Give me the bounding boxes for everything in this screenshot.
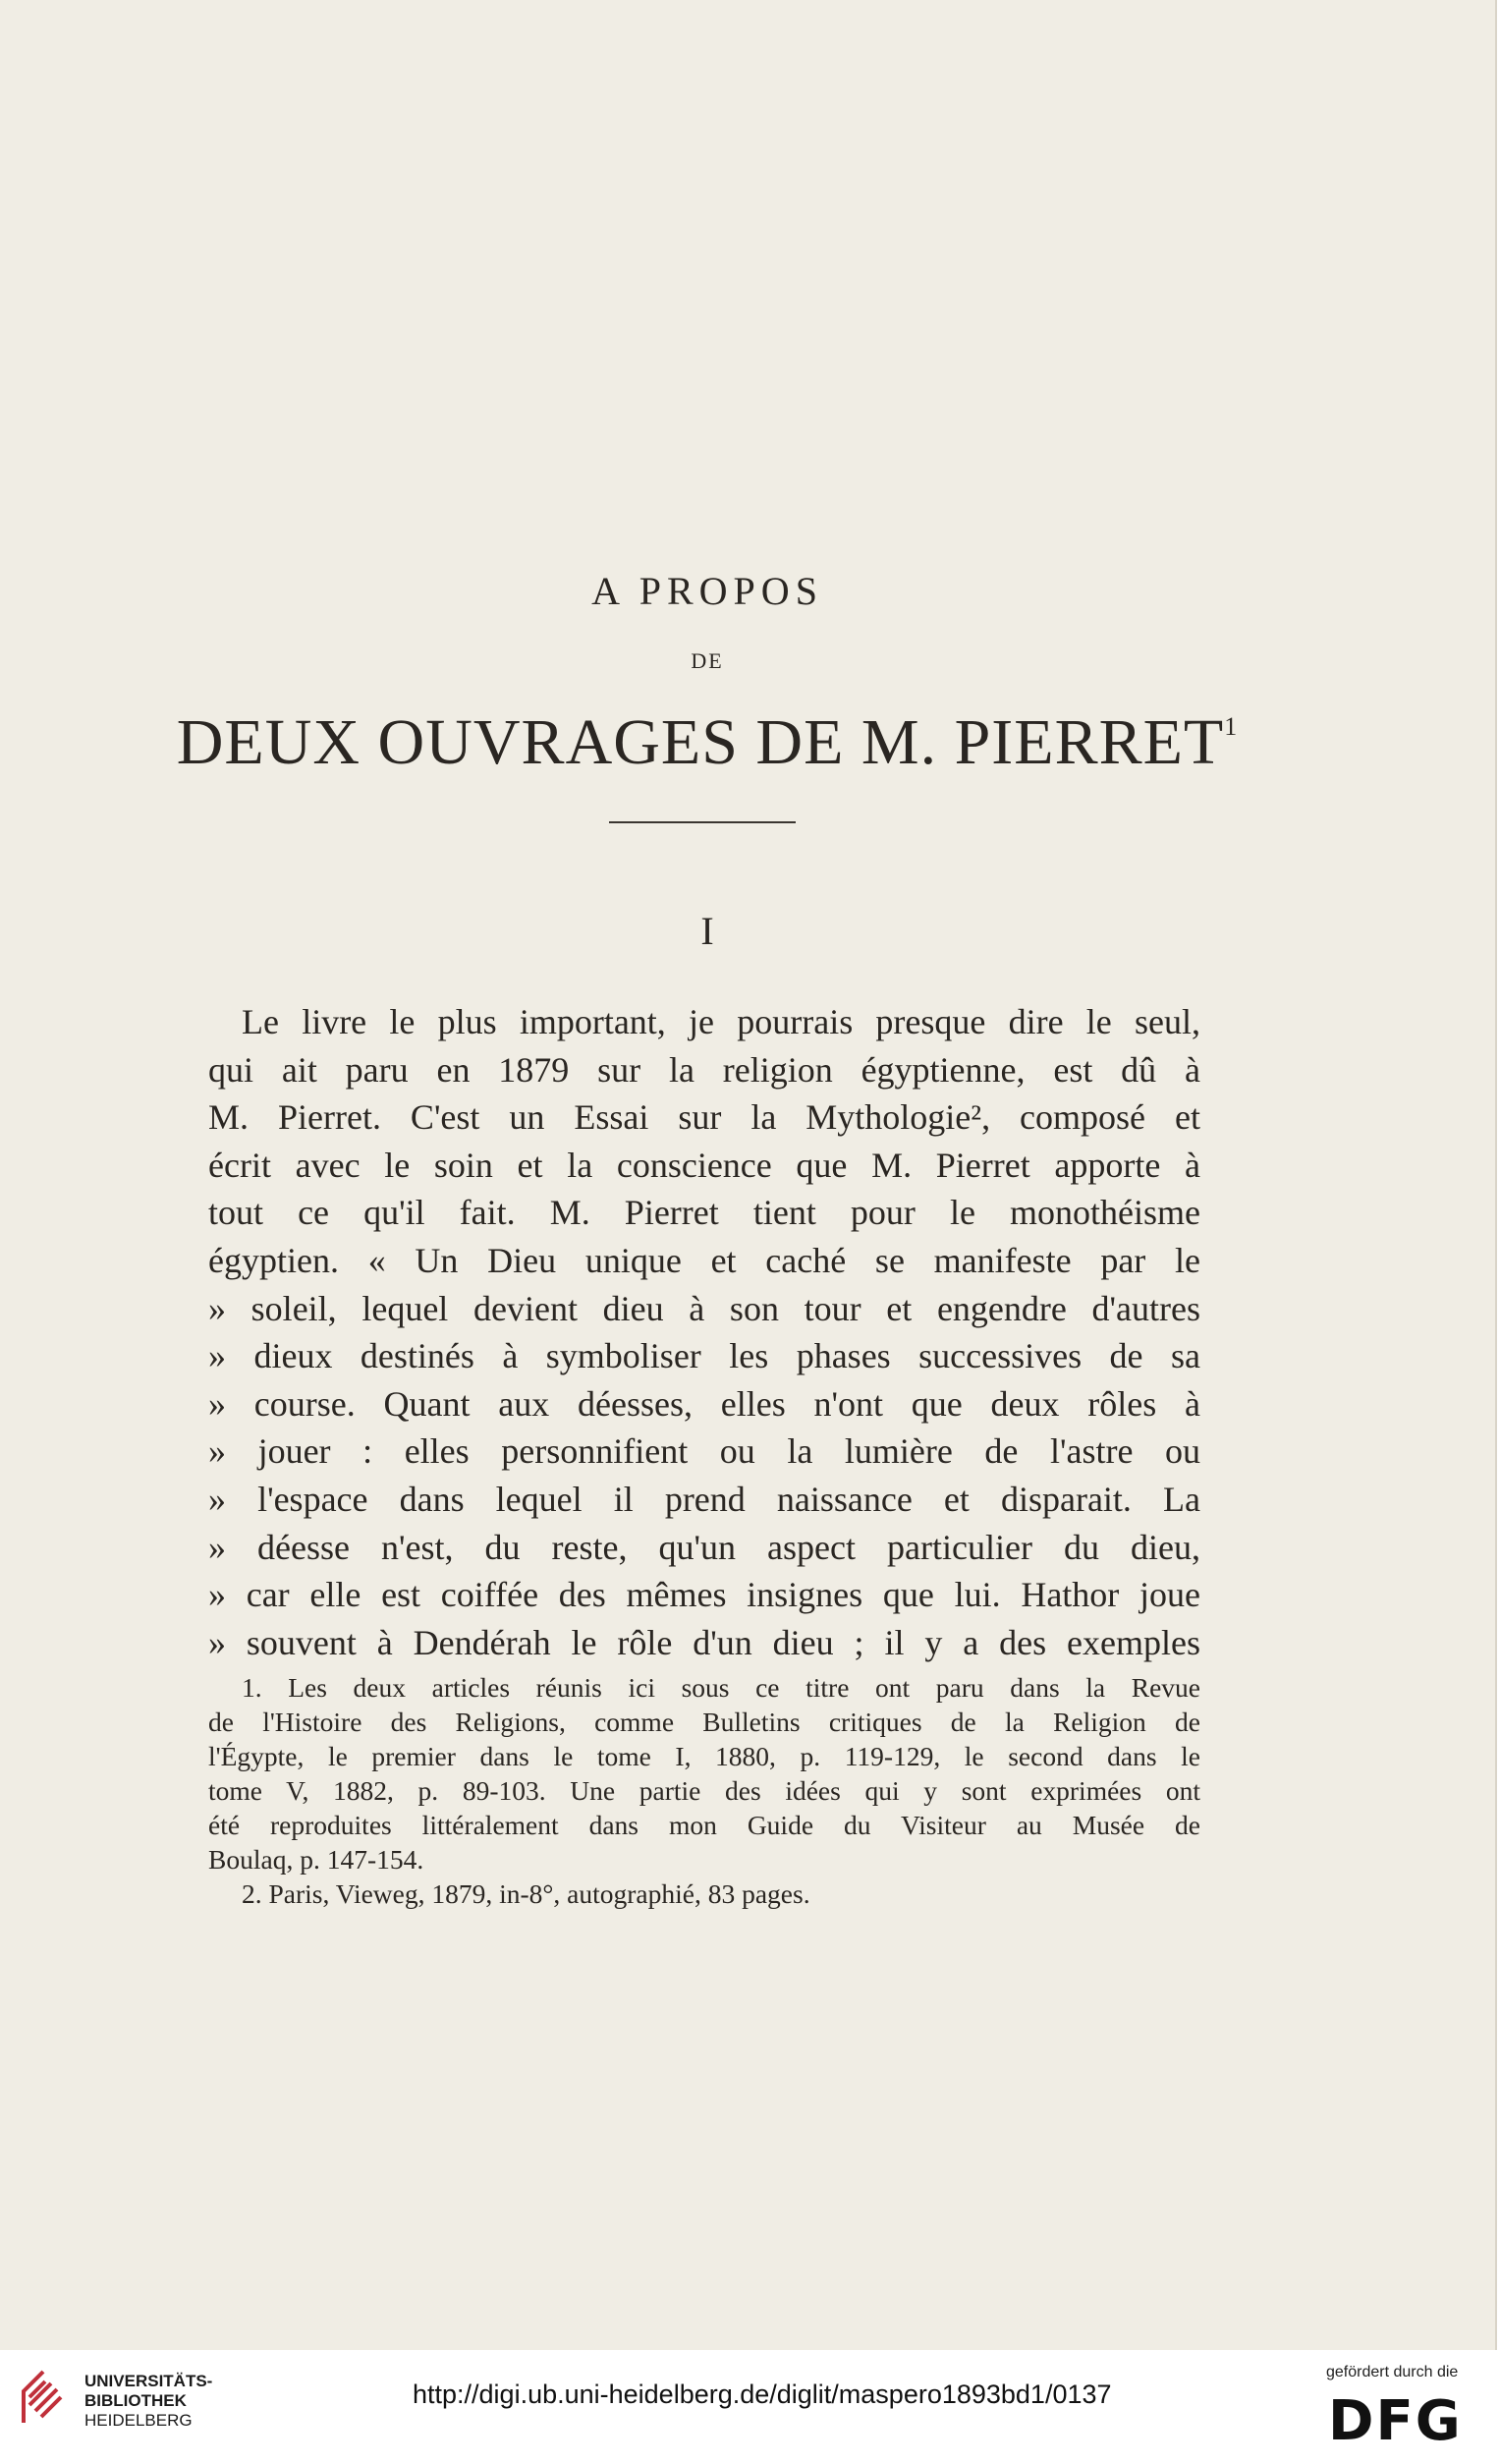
footnote-line: été reproduites littéralement dans mon Guide du Visiteur au Musée de [208,1810,1200,1840]
title-divider [609,821,796,823]
body-line: » dieux destinés à symboliser les phases successives de sa [208,1336,1200,1376]
body-line: écrit avec le soin et la conscience que M. Pierret apporte à [208,1145,1200,1185]
page-title [0,705,1415,780]
dfg-logo: DFG [1328,2389,1463,2453]
section-number: I [700,909,714,953]
library-name-line: UNIVERSITÄTS- [84,2372,213,2390]
footnote-line: tome V, 1882, p. 89-103. Une partie des idées qui y sont exprimées ont [208,1775,1200,1806]
footnote-line: de l'Histoire des Religions, comme Bulletins critiques de la Religion de [208,1707,1200,1737]
footer-bar [0,2350,1500,2464]
body-line: » l'espace dans lequel il prend naissance et disparait. La [208,1479,1200,1519]
footnote-line: 1. Les deux articles réunis ici sous ce titre ont paru dans la Revue [242,1672,1200,1703]
body-line: Le livre le plus important, je pourrais presque dire le seul, [242,1002,1200,1041]
library-logo-icon [16,2368,63,2427]
body-line: égyptien. « Un Dieu unique et caché se manifeste par le [208,1240,1200,1280]
body-line: » jouer : elles personnifient ou la lumière de l'astre ou [208,1431,1200,1472]
title-de: DE [691,648,724,673]
body-text [208,998,1200,1666]
footnotes [208,1670,1200,1911]
body-line: » course. Quant aux déesses, elles n'ont que deux rôles à [208,1383,1200,1424]
title-footnote-marker: 1 [1224,712,1239,741]
footnote-line: l'Égypte, le premier dans le tome I, 1880, p. 119-129, le second dans le [208,1741,1200,1771]
title-a-propos: A PROPOS [591,569,823,613]
funding-caption: gefördert durch die [1326,2364,1459,2380]
body-line: » déesse n'est, du reste, qu'un aspect particulier du dieu, [208,1527,1200,1567]
library-name-line: BIBLIOTHEK [84,2391,187,2410]
body-line: M. Pierret. C'est un Essai sur la Mythologie², composé et [208,1097,1200,1138]
footnote-line: 2. Paris, Vieweg, 1879, in-8°, autographié, 83 pages. [242,1878,810,1909]
body-line: tout ce qu'il fait. M. Pierret tient pour le monothéisme [208,1193,1200,1233]
body-line: » soleil, lequel devient dieu à son tour et engendre d'autres [208,1288,1200,1328]
footnote-line: Boulaq, p. 147-154. [208,1844,424,1875]
library-name-line: HEIDELBERG [84,2411,193,2430]
page-url-link[interactable]: http://digi.ub.uni-heidelberg.de/diglit/maspero1893bd1/0137 [413,2380,1112,2409]
body-line: qui ait paru en 1879 sur la religion égyptienne, est dû à [208,1049,1200,1090]
body-line: » car elle est coiffée des mêmes insignes que lui. Hathor joue [208,1575,1200,1615]
body-line: » souvent à Dendérah le rôle d'un dieu ; il y a des exemples [208,1622,1200,1662]
library-name [84,2372,212,2431]
page-title-text: DEUX OUVRAGES DE M. PIERRET [176,706,1225,778]
